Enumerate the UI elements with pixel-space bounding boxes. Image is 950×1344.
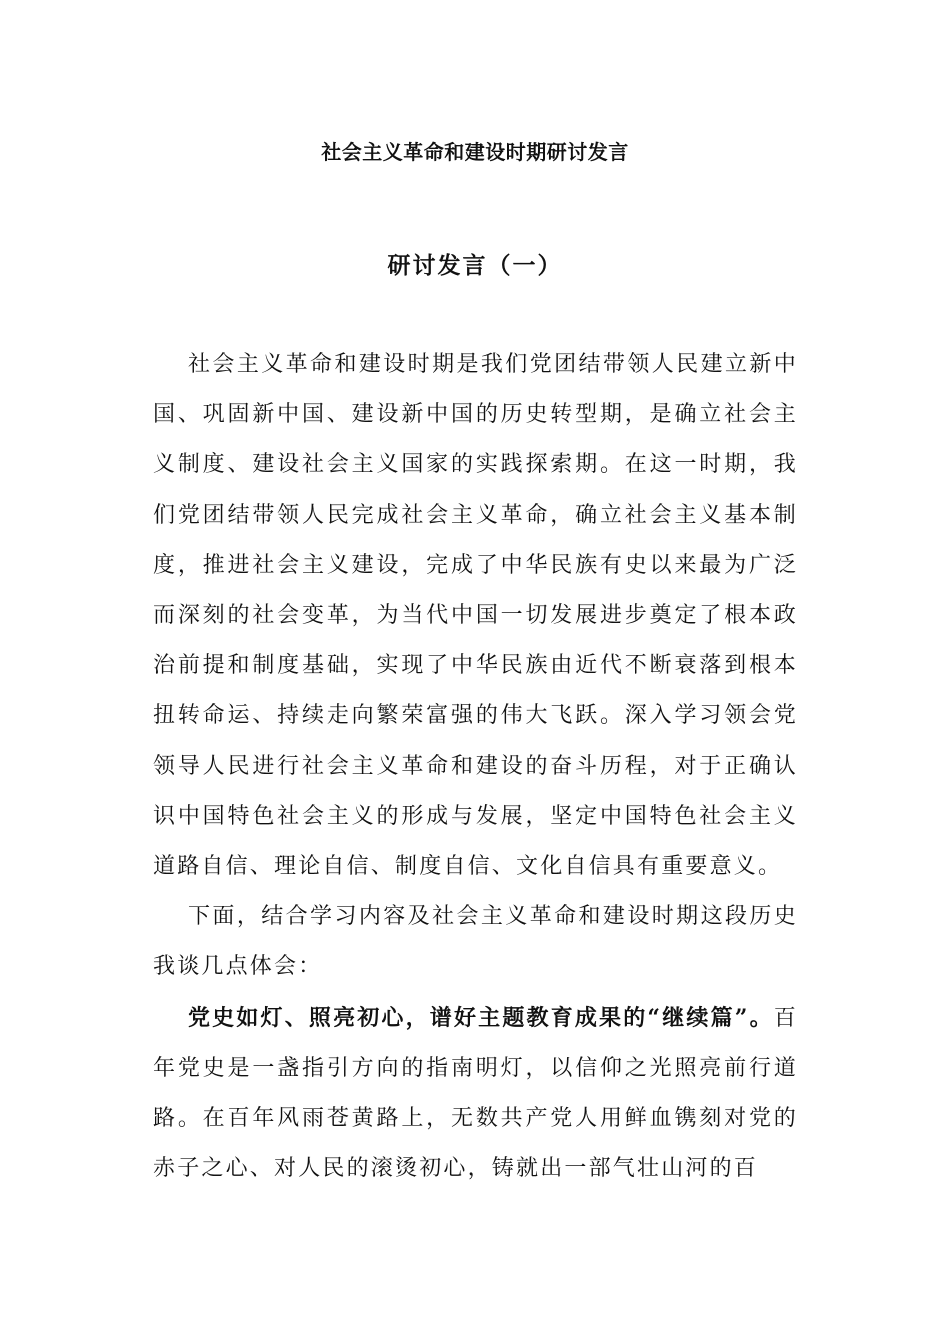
paragraph bbox=[153, 993, 798, 1195]
section-title: 研讨发言（一） bbox=[387, 252, 563, 279]
point-heading: 党史如灯、照亮初心，谱好主题教育成果的“继续篇”。 bbox=[188, 1004, 774, 1031]
paragraph: 社会主义革命和建设时期是我们党团结带领人民建立新中国、巩固新中国、建设新中国的历史转型期，是确立社会主义制度、建设社会主义国家的实践探索期。在这一时期，我们党团结带领人民完成社会主义革命，确立社会主义基本制度，推进社会主义建设，完成了中华民族有史以来最为广泛而深刻的社会变革，为当代中国一切发展进步奠定了根本政治前提和制度基础，实现了中华民族由近代不断衰落到根本扭转命运、持续走向繁荣富强的伟大飞跃。深入学习领会党领导人民进行社会主义革命和建设的奋斗历程，对于正确认识中国特色社会主义的形成与发展，坚定中国特色社会主义道路自信、理论自信、制度自信、文化自信具有重要意义。 bbox=[153, 352, 798, 880]
paragraph: 下面，结合学习内容及社会主义革命和建设时期这段历史我谈几点体会： bbox=[153, 904, 798, 980]
point-body: 百年党史是一盏指引方向的指南明灯，以信仰之光照亮前行道路。在百年风雨苍黄路上，无数共产党人用鲜血镌刻对党的赤子之心、对人民的滚烫初心，铸就出一部气壮山河的百 bbox=[153, 1005, 798, 1182]
document-title: 社会主义革命和建设时期研讨发言 bbox=[321, 140, 629, 164]
document-body bbox=[153, 340, 798, 1194]
